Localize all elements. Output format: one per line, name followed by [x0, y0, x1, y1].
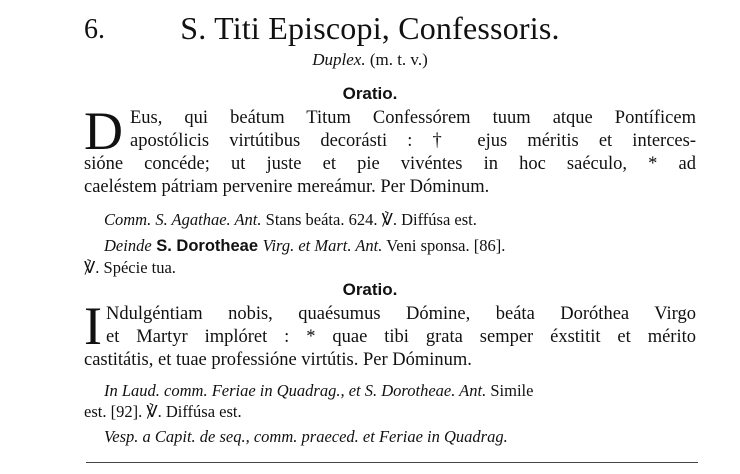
deinde-italic-2: Virg. et Mart. Ant.	[262, 236, 383, 255]
deinde-line-2: ℣. Spécie tua.	[84, 258, 176, 277]
comm1-italic: Comm. S. Agathae. Ant.	[104, 210, 262, 229]
bottom-rule	[86, 462, 698, 463]
commemoration-dorothea	[84, 235, 696, 278]
dropcap-1: D	[84, 101, 123, 161]
dorothea-name: S. Dorotheae	[151, 237, 263, 255]
vespers-note	[84, 426, 696, 447]
oratio1-line-3: sióne concéde; ut juste et pie vivéntes in hoc saéculo, * ad	[84, 154, 696, 174]
deinde-italic: Deinde	[104, 236, 152, 255]
comm1-text: Stans beáta. 624. ℣. Diffúsa est.	[261, 210, 477, 229]
laud-line-2: est. [92]. ℣. Diffúsa est.	[84, 402, 242, 421]
oratio-heading-2: Oratio.	[342, 280, 398, 299]
vesp-italic: Vesp. a Capit. de seq., comm. praeced. et Feriae in Quadrag.	[104, 427, 508, 446]
oratio2-line-1: Ndulgéntiam nobis, quaésumus Dómine, beáta Doróthea Virgo	[106, 304, 696, 324]
oratio1-line-4: caeléstem pátriam pervenire mereámur. Per Dóminum.	[84, 177, 490, 197]
oratio2-line-2: et Martyr implóret : * quae tibi grata semper éxstitit et mérito	[106, 327, 696, 347]
commemoration-agatha	[84, 209, 696, 230]
lauds-note	[84, 380, 696, 422]
laud-text: Simile	[486, 381, 534, 400]
oratio-text-1	[84, 107, 696, 199]
deinde-text: Veni sponsa. [86].	[382, 236, 506, 255]
feast-header	[0, 10, 740, 50]
oratio1-line-1: Eus, qui beátum Titum Confessórem tuum atque Pontíficem	[130, 108, 696, 128]
oratio-heading-1: Oratio.	[342, 84, 398, 103]
rank-rest: (m. t. v.)	[365, 50, 428, 69]
rank-italic: Duplex.	[312, 50, 366, 69]
oratio2-line-3: castitátis, et tuae professióne virtútis. Per Dóminum.	[84, 350, 472, 370]
laud-italic: In Laud. comm. Feriae in Quadrag., et S. Dorotheae. Ant.	[104, 381, 487, 400]
feast-title: S. Titi Episcopi, Confessoris.	[180, 10, 560, 46]
feast-rank	[0, 50, 740, 70]
feast-number: 6.	[84, 14, 105, 45]
oratio1-line-2: apostólicis virtútibus decorásti : † ejus méritis et interces-	[130, 131, 696, 151]
oratio-text-2	[84, 303, 696, 372]
dropcap-2: I	[84, 296, 102, 356]
